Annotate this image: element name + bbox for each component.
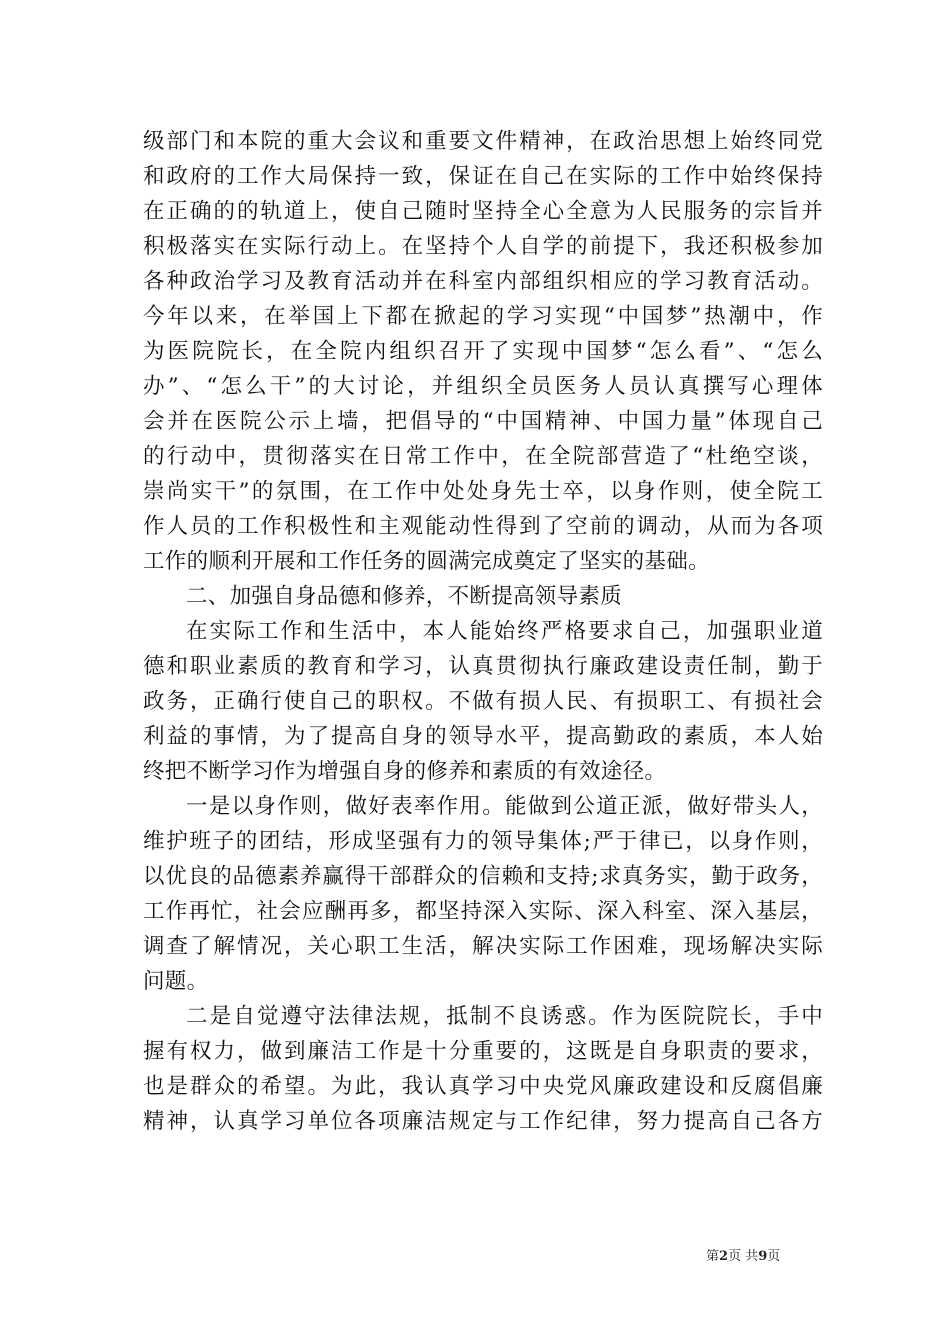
text-line: 二、加强自身品德和修养，不断提高领导素质 — [186, 584, 623, 609]
text-line: 利益的事情，为了提高自身的领导水平，提高勤政的素质，本人始 — [143, 724, 823, 749]
text-line: 为医院院长，在全院内组织召开了实现中国梦“怎么看”、“怎么 — [143, 339, 823, 364]
text-line: 工作再忙，社会应酬再多，都坚持深入实际、深入科室、深入基层， — [143, 899, 823, 924]
text-line: 会并在医院公示上墙，把倡导的“中国精神、中国力量”体现自己 — [143, 409, 823, 434]
text-line: 工作的顺利开展和工作任务的圆满完成奠定了坚实的基础。 — [143, 549, 710, 574]
text-line: 握有权力，做到廉洁工作是十分重要的，这既是自身职责的要求， — [143, 1039, 823, 1064]
footer-prefix: 第 — [706, 1249, 720, 1264]
footer-suffix: 页 — [767, 1249, 781, 1264]
text-line: 一是以身作则，做好表率作用。能做到公道正派，做好带头人， — [186, 794, 823, 819]
text-line: 精神，认真学习单位各项廉洁规定与工作纪律，努力提高自己各方 — [143, 1109, 823, 1134]
page-number-footer — [706, 1248, 780, 1266]
text-line: 各种政治学习及教育活动并在科室内部组织相应的学习教育活动。 — [143, 269, 823, 294]
text-line: 作人员的工作积极性和主观能动性得到了空前的调动，从而为各项 — [143, 514, 823, 539]
text-line: 以优良的品德素养赢得干部群众的信赖和支持;求真务实，勤于政务， — [143, 864, 823, 889]
text-line: 崇尚实干”的氛围，在工作中处处身先士卒，以身作则，使全院工 — [143, 479, 823, 504]
footer-middle: 页 共 — [728, 1249, 759, 1264]
current-page-number: 2 — [719, 1249, 729, 1264]
total-page-number: 9 — [758, 1249, 768, 1264]
text-line: 在实际工作和生活中，本人能始终严格要求自己，加强职业道 — [186, 619, 823, 644]
text-line: 调查了解情况，关心职工生活，解决实际工作困难，现场解决实际 — [143, 934, 823, 959]
text-line: 二是自觉遵守法律法规，抵制不良诱惑。作为医院院长，手中 — [186, 1004, 823, 1029]
text-line: 级部门和本院的重大会议和重要文件精神，在政治思想上始终同党 — [143, 129, 823, 154]
text-line: 也是群众的希望。为此，我认真学习中央党风廉政建设和反腐倡廉 — [143, 1074, 823, 1099]
text-line: 在正确的的轨道上，使自己随时坚持全心全意为人民服务的宗旨并 — [143, 199, 823, 224]
text-line: 问题。 — [143, 969, 209, 994]
text-line: 德和职业素质的教育和学习，认真贯彻执行廉政建设责任制，勤于 — [143, 654, 823, 679]
text-line: 今年以来，在举国上下都在掀起的学习实现“中国梦”热潮中，作 — [143, 304, 823, 329]
text-line: 和政府的工作大局保持一致，保证在自己在实际的工作中始终保持 — [143, 164, 823, 189]
text-line: 办”、“怎么干”的大讨论，并组织全员医务人员认真撰写心理体 — [143, 374, 823, 399]
text-line: 政务，正确行使自己的职权。不做有损人民、有损职工、有损社会 — [143, 689, 823, 714]
text-line: 维护班子的团结，形成坚强有力的领导集体;严于律已，以身作则， — [143, 829, 823, 854]
text-line: 终把不断学习作为增强自身的修养和素质的有效途径。 — [143, 759, 667, 784]
text-line: 的行动中，贯彻落实在日常工作中，在全院部营造了“杜绝空谈， — [143, 444, 823, 469]
text-line: 积极落实在实际行动上。在坚持个人自学的前提下，我还积极参加 — [143, 234, 823, 259]
document-body — [143, 124, 823, 1139]
